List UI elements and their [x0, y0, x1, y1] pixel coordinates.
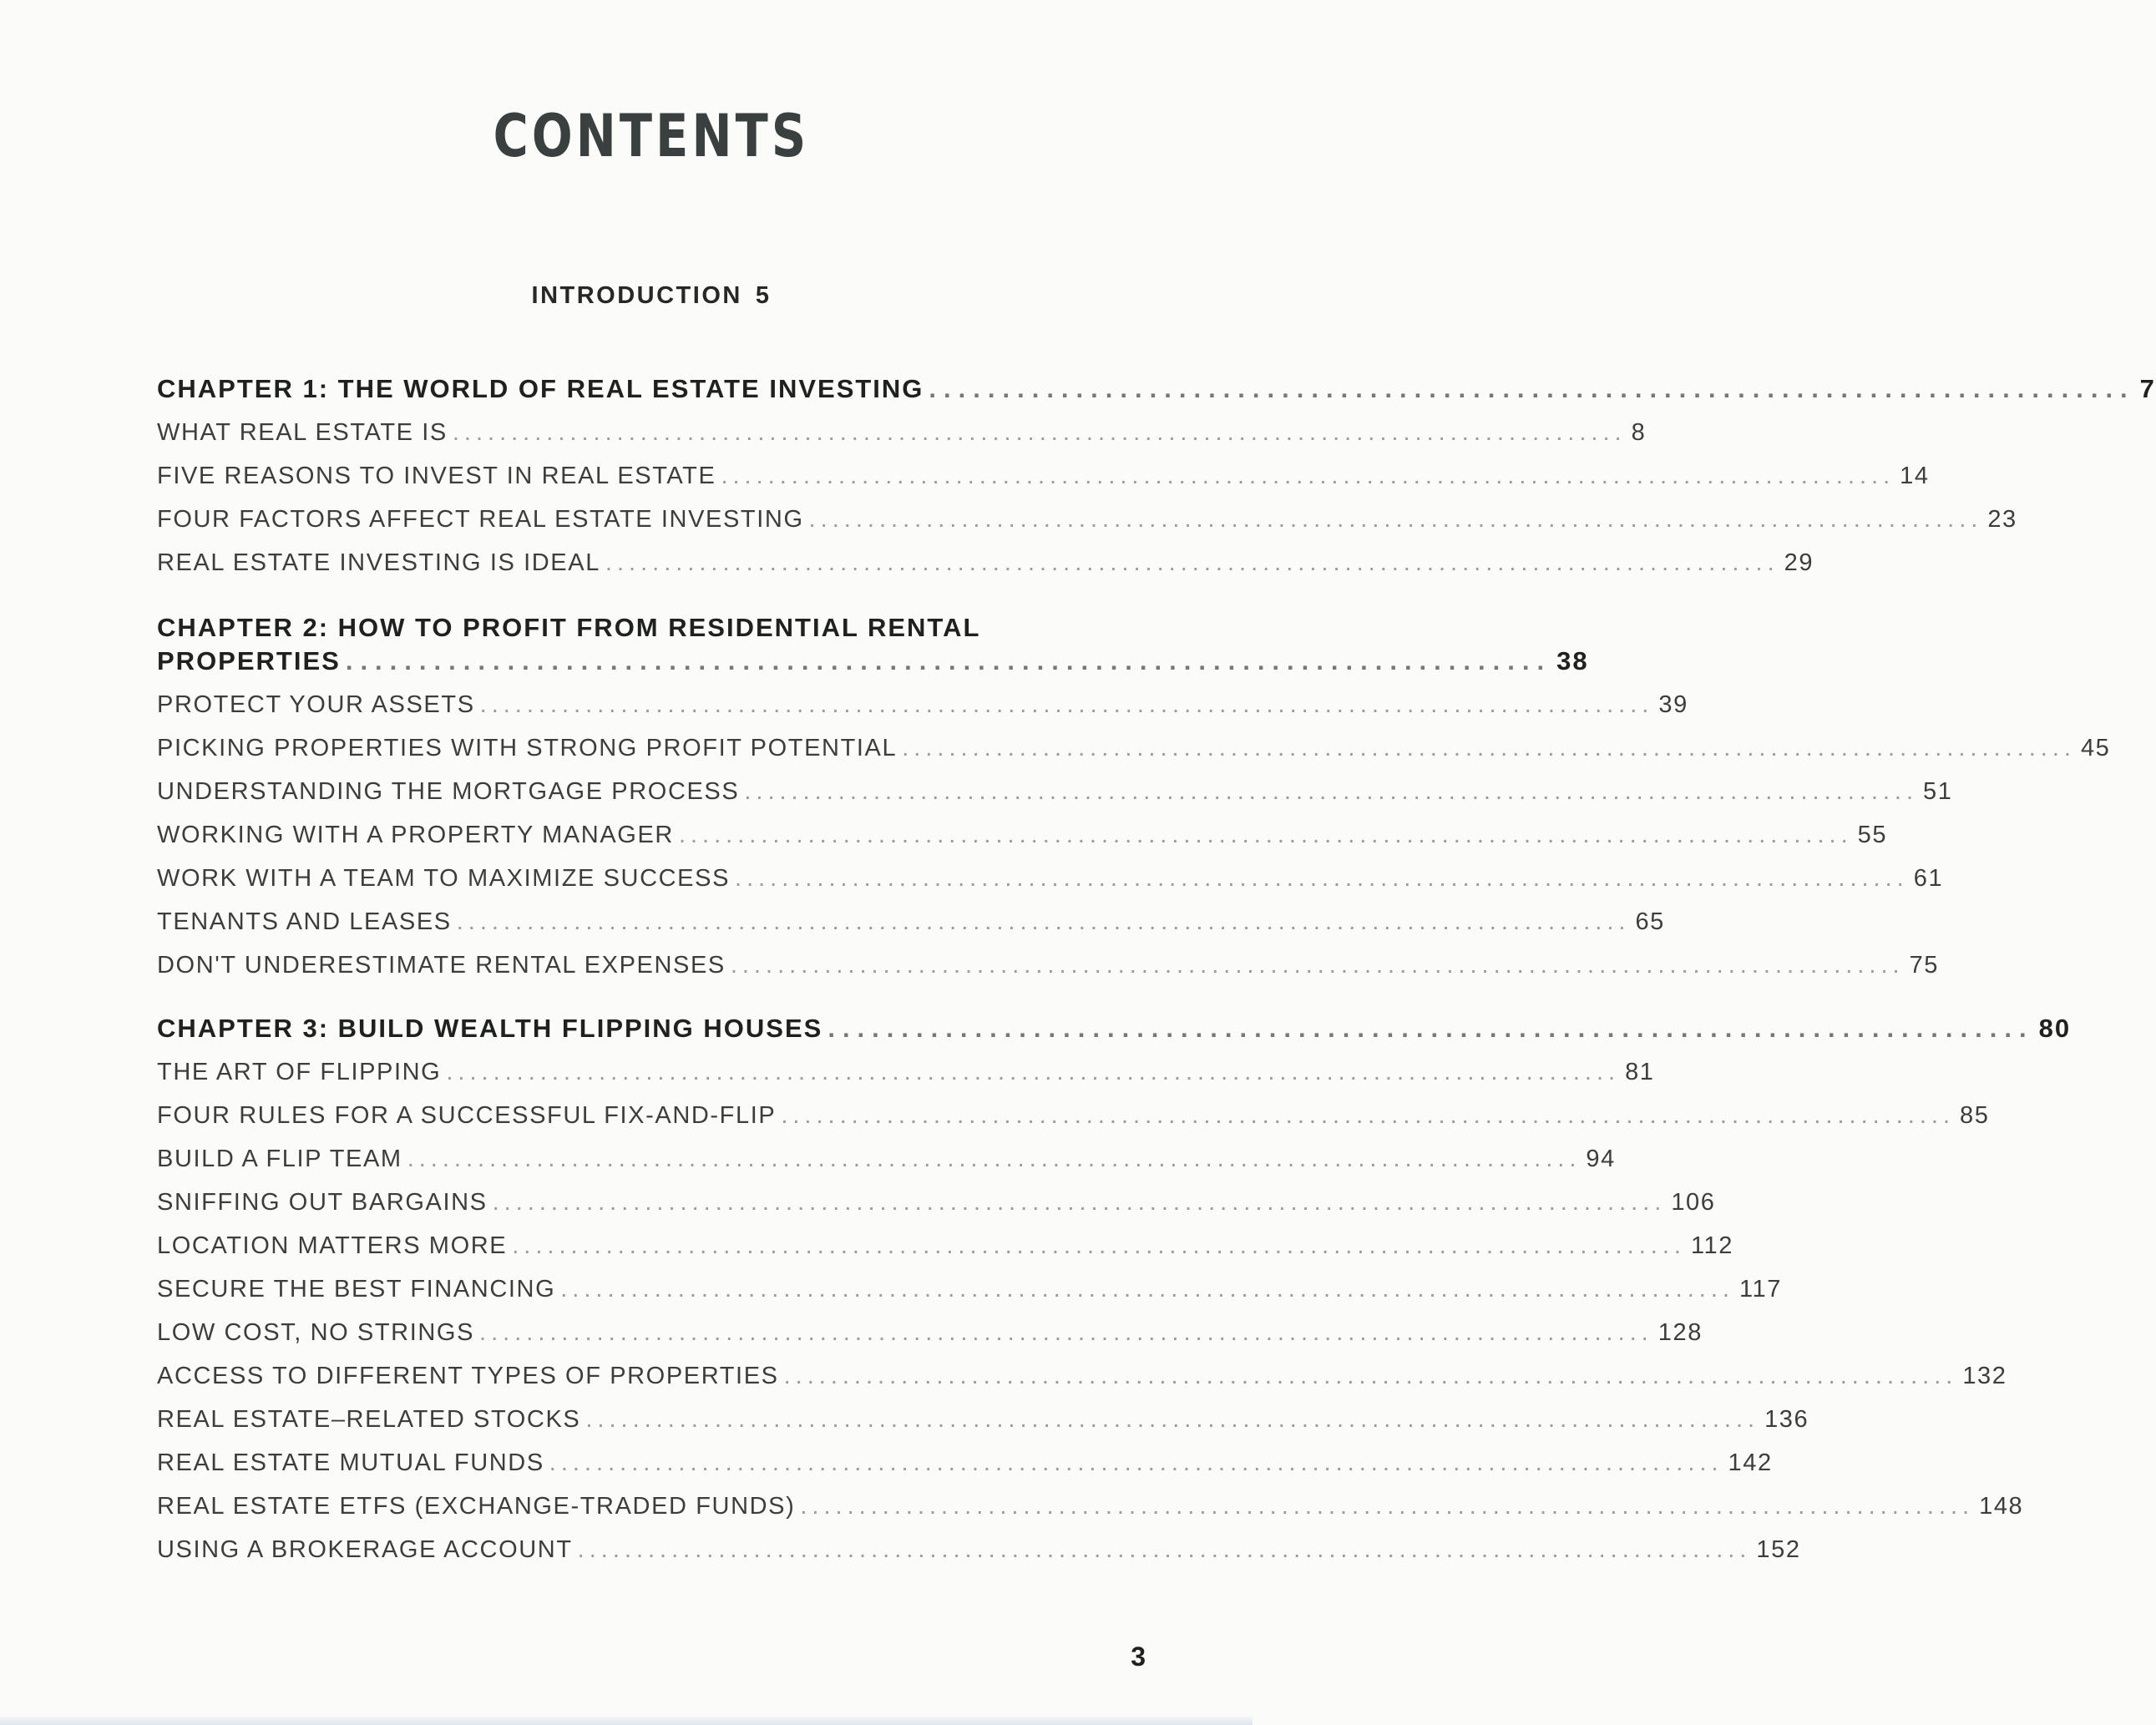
- entry-page: 39: [1658, 691, 1688, 718]
- dot-leader: ....................................................................................................: [735, 865, 1909, 892]
- toc-entry[interactable]: [157, 1059, 1655, 1086]
- entry-title: FIVE REASONS TO INVEST IN REAL ESTATE: [157, 463, 716, 489]
- entry-page: 112: [1690, 1232, 1733, 1259]
- entry-title: PICKING PROPERTIES WITH STRONG PROFIT POTENTIAL: [157, 735, 898, 761]
- dot-leader: ....................................................................................................: [605, 549, 1779, 576]
- entry-title: PROTECT YOUR ASSETS: [157, 691, 475, 718]
- entry-page: 136: [1764, 1406, 1809, 1433]
- dot-leader: ....................................................................................................: [479, 691, 1654, 718]
- dot-leader: ....................................................................................................: [585, 1406, 1760, 1433]
- entry-page: 14: [1900, 463, 1930, 489]
- toc-entry[interactable]: [157, 1363, 2007, 1390]
- dot-leader: ..................................................................................: [827, 1014, 2034, 1043]
- entry-page: 23: [1987, 506, 2017, 533]
- entry-title: REAL ESTATE MUTUAL FUNDS: [157, 1449, 544, 1476]
- entry-title: BUILD A FLIP TEAM: [157, 1146, 402, 1172]
- page-edge: [0, 1717, 1253, 1725]
- entry-page: 128: [1657, 1319, 1703, 1346]
- entry-page: 85: [1960, 1102, 1990, 1129]
- dot-leader: ....................................................................................................: [479, 1319, 1653, 1346]
- toc-chapter-3[interactable]: [157, 1014, 2072, 1044]
- dot-leader: ....................................................................................................: [577, 1536, 1752, 1563]
- toc-entry[interactable]: [157, 419, 1647, 447]
- entry-title: USING A BROKERAGE ACCOUNT: [157, 1536, 573, 1563]
- dot-leader: ....................................................................................................: [560, 1276, 1734, 1303]
- entry-page: 152: [1756, 1536, 1801, 1563]
- entry-page: 8: [1631, 419, 1647, 446]
- chapter-page: 38: [1556, 646, 1589, 675]
- entry-title: REAL ESTATE INVESTING IS IDEAL: [157, 549, 600, 576]
- dot-leader: ....................................................................................................: [456, 908, 1631, 935]
- toc-entry[interactable]: [157, 1276, 1782, 1303]
- toc-entry[interactable]: [157, 1189, 1716, 1217]
- toc-entry[interactable]: [157, 1146, 1616, 1173]
- entry-title: WHAT REAL ESTATE IS: [157, 419, 448, 446]
- dot-leader: ....................................................................................................: [808, 506, 1983, 533]
- dot-leader: ....................................................................................................: [446, 1059, 1621, 1085]
- entry-page: 55: [1857, 822, 1888, 848]
- entry-title: REAL ESTATE–RELATED STOCKS: [157, 1406, 581, 1433]
- entry-page: 29: [1784, 549, 1814, 576]
- chapter-page: 7: [2139, 374, 2156, 403]
- entry-title: WORKING WITH A PROPERTY MANAGER: [157, 822, 674, 848]
- entry-title: FOUR RULES FOR A SUCCESSFUL FIX-AND-FLIP: [157, 1102, 777, 1129]
- dot-leader: ....................................................................................................: [730, 952, 1905, 979]
- entry-page: 81: [1625, 1059, 1655, 1085]
- dot-leader: ....................................................................................................: [492, 1189, 1667, 1216]
- dot-leader: ....................................................................................................: [512, 1232, 1686, 1259]
- entry-title: TENANTS AND LEASES: [157, 908, 452, 935]
- toc-entry[interactable]: [157, 822, 1888, 849]
- toc-entry[interactable]: [157, 908, 1665, 936]
- toc-entry[interactable]: [157, 1536, 1801, 1564]
- toc-chapter-2[interactable]: [157, 646, 1589, 676]
- toc-entry[interactable]: [157, 952, 1940, 979]
- toc-chapter-1[interactable]: [157, 374, 2156, 404]
- entry-title: SECURE THE BEST FINANCING: [157, 1276, 556, 1303]
- entry-page: 75: [1909, 952, 1940, 979]
- dot-leader: ....................................................................................................: [781, 1102, 1956, 1129]
- toc-entry[interactable]: [157, 506, 2017, 534]
- toc-entry[interactable]: [157, 691, 1688, 719]
- dot-leader: ..................................................................................: [929, 374, 2135, 403]
- entry-title: FOUR FACTORS AFFECT REAL ESTATE INVESTING: [157, 506, 804, 533]
- chapter-title: CHAPTER 1: THE WORLD OF REAL ESTATE INVESTING: [157, 374, 924, 403]
- entry-title: ACCESS TO DIFFERENT TYPES OF PROPERTIES: [157, 1363, 779, 1389]
- toc-entry[interactable]: [157, 1232, 1733, 1260]
- dot-leader: ....................................................................................................: [678, 822, 1853, 848]
- chapter-title: CHAPTER 3: BUILD WEALTH FLIPPING HOUSES: [157, 1014, 823, 1043]
- entry-page: 65: [1635, 908, 1665, 935]
- dot-leader: ....................................................................................................: [800, 1493, 1975, 1520]
- toc-entry[interactable]: [157, 549, 1814, 577]
- entry-title: LOW COST, NO STRINGS: [157, 1319, 475, 1346]
- dot-leader: ....................................................................................................: [744, 778, 1919, 805]
- toc-entry[interactable]: [157, 1406, 1809, 1434]
- toc-entry[interactable]: [157, 865, 1944, 893]
- dot-leader: ....................................................................................................: [452, 419, 1627, 446]
- page-number: 3: [1131, 1642, 1146, 1672]
- toc-entry[interactable]: [157, 1493, 2024, 1520]
- toc-entry[interactable]: [157, 778, 1953, 806]
- chapter-page: 80: [2038, 1014, 2072, 1043]
- toc-entry[interactable]: [157, 463, 1930, 490]
- page-title: CONTENTS: [493, 102, 810, 170]
- entry-page: 117: [1738, 1276, 1782, 1303]
- entry-page: 94: [1586, 1146, 1616, 1172]
- entry-page: 142: [1728, 1449, 1773, 1476]
- toc-entry[interactable]: [157, 735, 2111, 762]
- dot-leader: ..................................................................................: [345, 646, 1552, 675]
- toc-introduction[interactable]: [0, 282, 1303, 310]
- dot-leader: ....................................................................................................: [721, 463, 1895, 489]
- entry-title: THE ART OF FLIPPING: [157, 1059, 442, 1085]
- dot-leader: ....................................................................................................: [783, 1363, 1958, 1389]
- toc-entry[interactable]: [157, 1102, 1990, 1130]
- entry-page: 132: [1962, 1363, 2007, 1389]
- toc-entry[interactable]: [157, 1319, 1703, 1347]
- entry-title: SNIFFING OUT BARGAINS: [157, 1189, 488, 1216]
- entry-page: 61: [1913, 865, 1944, 892]
- introduction-label: INTRODUCTION: [531, 282, 742, 309]
- chapter-title-line-1[interactable]: CHAPTER 2: HOW TO PROFIT FROM RESIDENTIAL RENTAL: [157, 613, 981, 642]
- entry-page: 106: [1671, 1189, 1716, 1216]
- entry-title: UNDERSTANDING THE MORTGAGE PROCESS: [157, 778, 740, 805]
- entry-page: 45: [2080, 735, 2111, 761]
- entry-page: 51: [1923, 778, 1953, 805]
- dot-leader: ....................................................................................................: [902, 735, 2076, 761]
- dot-leader: ....................................................................................................: [549, 1449, 1723, 1476]
- introduction-page: 5: [755, 282, 772, 309]
- entry-title: LOCATION MATTERS MORE: [157, 1232, 508, 1259]
- toc-entry[interactable]: [157, 1449, 1773, 1477]
- entry-page: 148: [1979, 1493, 2024, 1520]
- entry-title: DON'T UNDERESTIMATE RENTAL EXPENSES: [157, 952, 726, 979]
- dot-leader: ....................................................................................................: [407, 1146, 1582, 1172]
- entry-title: REAL ESTATE ETFS (EXCHANGE-TRADED FUNDS): [157, 1493, 796, 1520]
- chapter-title-line-2: PROPERTIES: [157, 646, 341, 675]
- entry-title: WORK WITH A TEAM TO MAXIMIZE SUCCESS: [157, 865, 731, 892]
